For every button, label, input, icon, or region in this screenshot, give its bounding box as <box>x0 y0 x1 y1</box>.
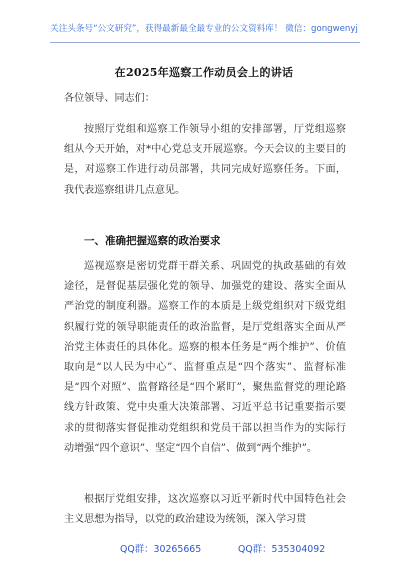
paragraph-political-requirements: 巡视巡察是密切党群干群关系、巩固党的执政基础的有效途径，是督促基层强化党的领导、加强党的建设、落实全面从严治党的制度利器。巡察工作的本质是上级党组织对下级党组织履行党的领导职能责任的政治监督，是厅党组落实全面从严治党主体责任的具体化。巡察的根本任务是“两个维护”、价值取向是“以人民为中心”、监督重点是“四个落实”、监督标准是“四个对照”、监督路径是“四个紧盯”，聚焦监督党的理论路线方针政策、党中央重大决策部署、习近平总书记重要指示要求的贯彻落实督促推动党组织和党员干部以担当作为的实际行动增强“四个意识”、坚定“四个自信”、做到“两个维护”。 <box>64 261 346 454</box>
header-banner: 关注头条号“公文研究”，获得最新最全最专业的公文资料库！ 微信：gongwenyj <box>50 24 358 34</box>
section-heading-1: 一、准确把握巡察的政治要求 <box>84 235 221 247</box>
paragraph-arrangement: 根据厅党组安排，这次巡察以习近平新时代中国特色社会主义思想为指导，以党的政治建设为统领，深入学习贯 <box>64 494 346 526</box>
footer-qq-group-right: QQ群：535304092 <box>238 544 326 555</box>
footer-qq-group-left: QQ群：30265665 <box>120 544 202 555</box>
paragraph-intro: 按照厅党组和巡察工作领导小组的安排部署，厅党组巡察组从今天开始，对*中心党总支开展巡察。今天会议的主要目的是，对巡察工作进行动员部署，共同完成好巡察任务。下面，我代表巡察组讲几点意见。 <box>64 124 346 196</box>
document-title: 在2025年巡察工作动员会上的讲话 <box>114 66 294 79</box>
salutation: 各位领导、同志们： <box>64 93 155 104</box>
header-divider <box>50 42 360 43</box>
